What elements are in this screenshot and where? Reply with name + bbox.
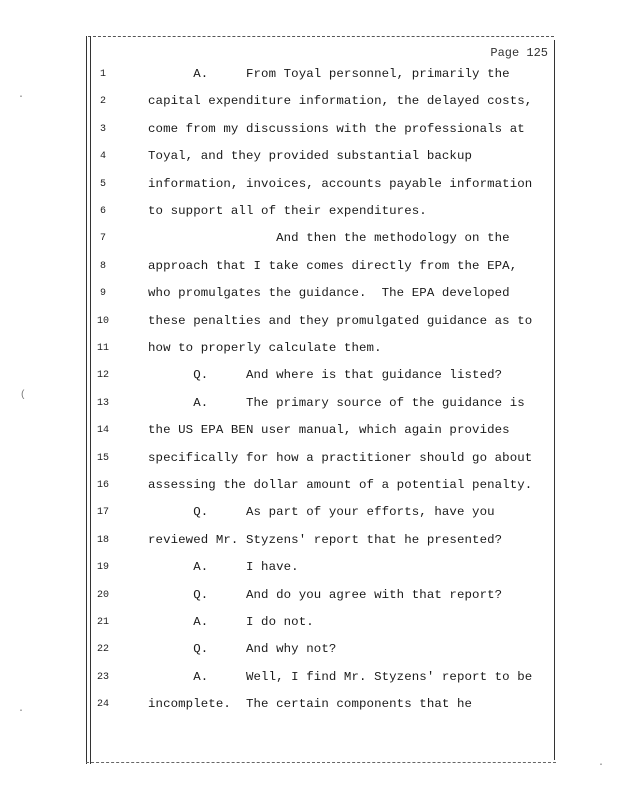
line-text: A. I have. [148, 560, 299, 575]
line-text: A. Well, I find Mr. Styzens' report to be [148, 669, 533, 684]
line-text: information, invoices, accounts payable information [148, 176, 533, 191]
line-number: 3 [99, 123, 106, 135]
top-border [88, 36, 554, 37]
scan-speck: · [598, 760, 605, 771]
scan-speck: · [18, 706, 25, 717]
line-text: A. I do not. [148, 615, 314, 629]
line-text: approach that I take comes directly from the EPA, [148, 258, 518, 273]
line-number: 22 [96, 644, 109, 656]
line-number: 12 [96, 370, 109, 382]
transcript-line [0, 258, 618, 278]
transcript-line [0, 340, 618, 360]
line-text: who promulgates the guidance. The EPA developed [148, 286, 510, 301]
line-text: A. The primary source of the guidance is [148, 395, 525, 410]
line-number: 21 [96, 617, 109, 628]
transcript-line [0, 422, 618, 442]
line-text: to support all of their expenditures. [148, 204, 427, 218]
transcript-line [0, 696, 618, 716]
transcript-line [0, 313, 618, 333]
line-number: 2 [99, 96, 106, 108]
transcript-line [0, 203, 618, 223]
transcript-line [0, 450, 618, 470]
line-number: 19 [96, 562, 109, 574]
line-number: 14 [96, 425, 109, 437]
line-number: 10 [96, 315, 109, 327]
scan-speck: ( [20, 390, 27, 401]
transcript-line [0, 504, 618, 524]
line-text: Q. And why not? [148, 642, 337, 657]
line-text: And then the methodology on the [148, 231, 510, 246]
line-text: Toyal, and they provided substantial backup [148, 149, 473, 164]
line-number: 17 [96, 507, 109, 519]
transcript-line [0, 669, 618, 689]
line-number: 20 [96, 589, 109, 601]
line-number: 23 [96, 671, 109, 683]
transcript-line [0, 641, 618, 661]
line-number: 1 [99, 69, 106, 80]
line-number: 18 [96, 534, 109, 546]
line-number: 8 [99, 260, 106, 272]
line-text: these penalties and they promulgated guidance as to [148, 313, 533, 328]
transcript-line [0, 230, 618, 250]
line-number: 7 [99, 233, 106, 245]
page-number: Page 125 [490, 46, 548, 60]
line-text: A. From Toyal personnel, primarily the [148, 67, 510, 81]
line-text: how to properly calculate them. [148, 341, 382, 355]
transcript-line [0, 614, 618, 634]
line-text: Q. And do you agree with that report? [148, 587, 503, 602]
line-number: 9 [99, 288, 106, 300]
line-text: come from my discussions with the professionals at [148, 121, 525, 136]
transcript-line [0, 367, 618, 387]
bottom-border [86, 762, 556, 763]
transcript-line [0, 477, 618, 497]
line-text: Q. And where is that guidance listed? [148, 368, 503, 383]
transcript-line [0, 121, 618, 141]
line-text: assessing the dollar amount of a potential penalty. [148, 478, 533, 492]
line-number: 16 [96, 480, 109, 491]
line-text: incomplete. The certain components that he [148, 697, 473, 712]
transcript-line [0, 148, 618, 168]
line-number: 24 [96, 699, 109, 711]
line-text: reviewed Mr. Styzens' report that he presented? [148, 532, 503, 547]
transcript-line [0, 559, 618, 579]
transcript-line [0, 532, 618, 552]
scan-speck: · [18, 92, 25, 103]
line-text: capital expenditure information, the delayed costs, [148, 94, 533, 109]
line-number: 11 [96, 343, 109, 354]
transcript-line [0, 66, 618, 86]
transcript-line [0, 93, 618, 113]
line-text: Q. As part of your efforts, have you [148, 505, 495, 520]
transcript-line [0, 285, 618, 305]
line-text: the US EPA BEN user manual, which again provides [148, 423, 510, 438]
transcript-line [0, 587, 618, 607]
line-number: 5 [99, 178, 106, 190]
line-number: 4 [99, 151, 106, 163]
line-number: 6 [99, 206, 106, 217]
line-text: specifically for how a practitioner should go about [148, 450, 533, 465]
line-number: 15 [96, 452, 109, 464]
line-number: 13 [96, 397, 109, 409]
transcript-line [0, 395, 618, 415]
transcript-line [0, 176, 618, 196]
